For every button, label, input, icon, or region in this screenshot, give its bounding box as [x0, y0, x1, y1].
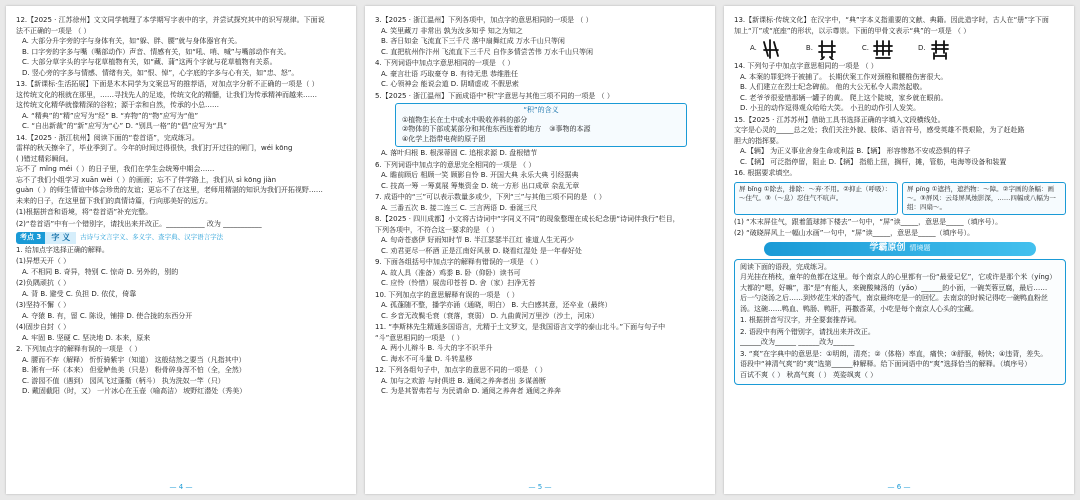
page-number: — 6 —: [887, 483, 911, 491]
section-title: 字 义: [45, 232, 76, 244]
text-line: A. 夺猿 B. 有，留 C. 陈设，铺排 D. 使合拢的东西分开: [22, 311, 193, 320]
text-line: A. 两小儿辩斗 B. 斗大的字不识半升: [381, 344, 493, 352]
text-line: 胆大的指挥要。: [734, 136, 783, 145]
glyph-option[interactable]: [862, 38, 894, 60]
text-line: (2) “破晓屏风上一幅山水画”一句中，“屏”读_____，意思是_____（填序号）。: [734, 229, 975, 237]
text-line: 雷样的秋天擦伞了，毕业季到了。今年的时间过得很快，我们打开过往的闸门，wéi kōng: [16, 144, 293, 152]
text-line: “斗”意思相同的一项是 （ ）: [375, 333, 464, 342]
dictionary-entries: [734, 182, 1066, 215]
text-line: (1)异想天开（ ）: [16, 257, 71, 265]
text-line: 12. 下列各组句子中，加点字的意思不同的一项是 （ ）: [375, 366, 547, 374]
option-label: B.: [805, 44, 813, 53]
glyph-option[interactable]: [806, 38, 838, 60]
box-item: ②物体的下部或某部分和其他东西连着的地方: [402, 125, 542, 133]
text-line: 忘不了我们小组学习 xuān wèi（ ）的画面；忘不了伴学路上，我们从 sì kōng jiàn: [16, 175, 277, 184]
option-label: A.: [750, 44, 757, 53]
text-line: 2. 语段中有两个错别字，请找出来并改正。: [740, 327, 875, 336]
dictionary-entry: 屏 bǐng ①除去，排除：～弃·不用。②抑止（呼吸）：～住气。③（～息）忍住气不吭声。: [734, 182, 898, 215]
text-line: B. 淅有一环（本来） 但爱鲈鱼美（只是） 粉骨碎身浑不怕（全，全然）: [22, 366, 246, 374]
text-line: C. 心领神会 能说会道 D. 阴晴虚或 不假思索: [381, 80, 519, 88]
oracle-glyph-options: [734, 38, 1066, 60]
page-6-text: [734, 14, 1066, 480]
text-line: 7. 成语中的“三”可以表示数量多或少，下列“三”与其他三项不同的是 （ ）: [375, 193, 606, 201]
text-line: B. 吝日如金 飞流直下三千尺 落中扇舞红成 万水千山只等闲: [381, 37, 565, 45]
text-line: C.【辆】 可泛指停留，阻止 D.【辆】 指船上扭，搁杆，摊，管舫，电海等设备和装置: [740, 157, 1007, 166]
section-number: 考点 3: [16, 232, 45, 244]
text-line: A. 笑里藏刀 非常出 孰为汝多知乎 知之为知之: [381, 26, 523, 35]
text-line: C. 老爷爷很爱惜那辆一罐子的黄。 爬上这个陡坡，家乡就在眼前。: [740, 93, 948, 102]
text-line: C. 游园不值（遇到） 园风飞过蓬衢（柄斗） 执为洗奴一竿（只）: [22, 376, 225, 385]
page-4-text: [16, 14, 348, 480]
text-line: D. 戴固截阳（时，又） 一片冰心在玉壶（喻高洁） 坡野红潜处（秀美）: [22, 387, 247, 395]
text-line: 13.【新课标·传统文化】在汉字中，“典”字本义指重要的文献、典籍。因此造字时，古人在“册”字下面: [734, 16, 1049, 24]
text-line: A. 旬奇苍惑伊 好雨知时节 B. 半江瑟瑟半江红 谁道人生无再少: [381, 236, 575, 244]
text-line: A. 三番五次 B. 接二连三 C. 三言两语 D. 垂涎三尺: [381, 203, 538, 212]
page-6: [724, 6, 1074, 494]
text-line: 11. “李斯林先生精通多国语言，尤精于土文罗文，是我国语言文学的泰山北斗。”下面与句子中: [375, 323, 666, 331]
text-line: A. 不相同 B. 奇异，特别 C. 惊奇 D. 另外的，别的: [22, 267, 179, 276]
text-line: A. “精典”的“精”应写为“经” B. “弃物”的“物”应写为“他”: [22, 111, 199, 120]
text-line: 阅读下面的语段，完成练习。: [740, 262, 831, 271]
text-line: ( )错过精彩瞬间。: [16, 154, 73, 163]
text-line: 16. 根据要求填空。: [734, 169, 797, 177]
text-line: 百试不爽（ ） 秋高气爽（ ） 英姿飒爽（ ）: [740, 370, 878, 379]
text-line: D. 小丑的动作逗得观众哈哈大笑。 小丑的动作引人发笑。: [740, 104, 921, 112]
page-number: — 5 —: [528, 483, 552, 491]
text-line: 月光挂在梢枝，童年的鱼都在这里。每个南京人的心里都有一份“最爱记忆”，它或许是那个米（yíng）: [740, 273, 1057, 281]
text-line: A. 牢固 B. 坚硬 C. 坚决地 D. 本来，原来: [22, 333, 151, 342]
text-line: (3)坚持不懈（ ）: [16, 301, 71, 309]
text-line: 9. 下面各组括号中加点字的解释有错误的一项是 （ ）: [375, 258, 543, 266]
text-line: (1)根据拼音和语境，将“卷首语”补充完整。: [16, 208, 153, 216]
glyph-option[interactable]: [750, 38, 782, 60]
section-header: [16, 232, 348, 244]
text-line: A.【辆】 为正义事业舍身生命或利益 B.【辆】 形容惨愁不安或恐惧的样子: [740, 147, 971, 155]
option-label: D.: [918, 44, 926, 53]
page-5: [365, 6, 715, 494]
text-line: A. 大部分升字旁的字与身体有关，如“躲、胖、腰”就与身体器官有关。: [22, 37, 242, 45]
text-line: 13.【新课标·生活拓展】下面是木木同学为文案总写的推荐语，对加点字分析不正确的一项是（ ）: [16, 80, 319, 88]
page-5-text: [375, 14, 707, 480]
text-line: A. 加与之欢游 与时俱进 B. 通阅之养奔者出 多谋善断: [381, 376, 547, 385]
oracle-bone-glyph-icon: [760, 38, 782, 60]
text-line: 加上“丌”或“底座”的形状，以示尊崇。下面的甲骨文表示“典”的一项是 （ ）: [734, 26, 971, 35]
oracle-bone-glyph-icon: [929, 38, 951, 60]
definition-box: [395, 103, 687, 147]
text-line: A. 背 B. 避受 C. 负担 D. 依仗，倚靠: [22, 289, 137, 298]
text-line: 汤。这碗……鸭血、鸭肠、鸭肝，再撒香菜，小吃是每个南京人心头的宝藏。: [740, 304, 978, 313]
text-line: (2)“卷首语”中有一个错别字，请找出来并改正。___________ 改为 ___________: [16, 219, 262, 228]
text-line: A. 豪言壮语 巧取豪夺 B. 有待无患 恭维胜任: [381, 69, 519, 78]
text-line: 未来的日子，在这里留下我们的真情诗篇，行向那美好的远方。: [16, 196, 212, 205]
text-line: A. 本案的罪犯终于被捕了。 长期伏案工作对颈椎和腰椎伤害很大。: [740, 72, 948, 81]
text-line: ______改为______ ______改为______: [740, 338, 855, 346]
text-line: A. 落叶归根 B. 根深蒂固 C. 追根求源 D. 盘根错节: [381, 149, 538, 157]
text-line: C. “自出新裁”的“新”应写为“心” D. “别具一格”的“倡”应写为“具”: [22, 122, 227, 130]
original-question-banner: [764, 242, 1036, 256]
text-line: (4)固步自封（ ）: [16, 323, 71, 331]
text-line: 14.【2025 · 浙江杭州】阅读下面的“卷首语”，完成练习。: [16, 133, 199, 142]
text-line: 文字是心灵的_____总之处；我们关注外貌、肢体、语言符号，感受英雄不畏艰险，为了赶赴路: [734, 126, 1025, 134]
text-line: A. 孤蓬随不整，播学亦涌（通晓，明白） B. 大白感其意，还卒业（最终）: [381, 301, 612, 309]
box-item: ④化学上指带电荷的原子团: [402, 134, 486, 143]
text-line: A. 故人具（准备）鸡黍 B. 卧（仰卧）读书可: [381, 268, 521, 277]
text-line: C. 为是其智弗若与 为民请命 D. 通阅之养奔者 通阅之养奔: [381, 387, 561, 395]
page-4: [6, 6, 356, 494]
text-line: A. 瞻前顾后 相顾一笑 顾影自怜 B. 开国大典 永乐大典 引经据典: [381, 171, 579, 179]
text-line: 这传统文化的根就在那里，……寻找先人的足迹，传统文化的精髓，让我们为传承精神而越来……: [16, 90, 317, 99]
text-line: 8.【2025 · 四川成都】小文将古诗词中“字同义不同”的现象整理在成长纪念册“诗词伴我行”栏目，: [375, 215, 680, 223]
box-item: ①植物生长在土中或水中吸收养料的部分: [402, 115, 528, 124]
dictionary-entry: 屏 píng ①遮挡，遮挡物：～障。②字画的条幅：画～。③屏风：云母屏风烛影深，……四幅或八幅为一组：四扇～。: [902, 182, 1066, 215]
text-line: 15.【2025 · 江苏苏州】借助工具书选择正确的字填入文段横线处。: [734, 115, 945, 124]
text-line: C. 大部分草字头的字与花草植物有关，如“藏、蒲”这两个字就与花草植物有关系。: [22, 58, 277, 66]
text-line: 5.【2025 · 浙江温州】下面成语中“积”字意思与其他三项不同的一项是 （ ）: [375, 91, 614, 100]
text-line: 6. 下列词语中加点字的意思完全相同的一项是 （ ）: [375, 160, 536, 169]
text-line: C. 海水不可斗量 D. 斗转星移: [381, 354, 473, 363]
section-tip: 古诗与文言字义、多义字、查字典、汉字语言字法: [80, 233, 224, 241]
glyph-option[interactable]: [918, 38, 951, 60]
text-line: 12.【2025 · 江苏徐州】文文同学梳理了本学期写字表中的字，并尝试探究其中的识写规律。下面说: [16, 16, 325, 24]
text-line: (2)负隅顽抗（ ）: [16, 279, 71, 287]
text-line: 3.【2025 · 浙江温州】下列各项中，加点字的意思相同的一项是 （ ）: [375, 16, 593, 24]
text-line: (1) “木末屏住气，跟着篮球摔下楼去”一句中，“屏”读_____，意思是_____（填序号）。: [734, 217, 1003, 226]
text-line: C. 技高一筹 一筹莫展 筹集资金 D. 统一方形 出口成章 杂乱无章: [381, 181, 580, 190]
banner-subtitle: 情境题: [909, 243, 931, 252]
text-line: 4. 下列词语中加点字意思相同的一项是 （ ）: [375, 59, 515, 67]
text-line: 后一勺浇汤之后……到炒花生米的香气，南京最终吃是一的回忆。去南京的时候记得吃一碗鸭血粉丝: [740, 294, 1048, 302]
text-line: 忘不了 mǐng méi（ ）的日子里，我们在学生会统筹中期会……: [16, 165, 215, 173]
text-line: B. 人们建立在烈士纪念碑前。 他的大公无私令人肃然起敬。: [740, 83, 927, 91]
text-line: 下列各项中，不符合这一要求的是 （ ）: [375, 225, 499, 234]
text-line: 大都的“嗯，好嘛”，那“是”有能人，来碗酸辣汤的（yǎo）______的小面，一碗芙蓉豆腐，最后……: [740, 283, 1048, 292]
box-title: “积”的含义: [523, 106, 559, 114]
oracle-bone-glyph-icon: [872, 38, 894, 60]
text-line: 1. 给加点字选择正确的解释。: [16, 245, 109, 254]
text-line: A. 腰而不弃（解释） 忻忻骑紫宇（知道） 这般结然之要当（凡指其中）: [22, 355, 246, 364]
text-line: 语段中“神清气爽”的“爽”选第______种解释。给下面词语中的“爽”选择恰当的解释。（填序号）: [740, 360, 1032, 368]
text-line: C. 应怜（怜惜）展齿印苍苔 D. 舍（家）扫净无苔: [381, 279, 536, 287]
text-line: 2. 下列加点字的解释有误的一项是 （ ）: [16, 345, 142, 353]
text-line: C. 乡音无改鬓毛衰（衰落，衰弱） D. 九曲黄河万里沙（沙土，河床）: [381, 311, 599, 320]
option-label: C.: [861, 44, 870, 53]
text-line: 这传统文化精华就像精深的谷粒；源于亲和自然，传承的小总……: [16, 101, 219, 109]
reading-passage-box: [734, 259, 1066, 386]
text-line: 1. 根据拼音写汉字，并全要套推荐词。: [740, 316, 861, 324]
text-line: D. 竖心旁的字多与情感、情绪有关，如“恨、悼”，心字底的字多与心有关，如“忠、怒”。: [22, 68, 299, 77]
text-line: 14. 下列句子中加点字意思相同的一项是 （ ）: [734, 62, 878, 70]
text-line: C. 劝君更尽一杯酒 正是江南好风景 D. 晓看红湿处 是一年春好处: [381, 246, 582, 255]
text-line: 3. “爽”在字典中的意思是：①明朗，清亮；②（体格）率直，痛快；③舒服，畅快；④违背，差失。: [740, 349, 1048, 358]
text-line: 10. 下列加点字的意思解释有误的一项是 （ ）: [375, 290, 519, 299]
text-line: B. 口字旁的字多与嘴（嘴部动作）声音、情感有关，如“吼、哨、喊”与嘴部动作有关。: [22, 47, 291, 56]
text-line: C. 直把杭州作汴州 飞流直下三千尺 自作多情尝苦伟 万水千山只等闲: [381, 47, 594, 56]
box-item: ③事物的本源: [549, 125, 591, 133]
text-line: guàn（ ）的师生情谊中体会珍贵的友谊；更忘不了在这里，老师用精湛的知识为我们开拓视野……: [16, 186, 323, 194]
page-number: — 4 —: [169, 483, 193, 491]
box-items: [402, 116, 680, 145]
text-line: 法不正确的一项是 （ ）: [16, 26, 91, 35]
oracle-bone-glyph-icon: [816, 38, 838, 60]
banner-title: 学霸原创: [869, 242, 906, 253]
